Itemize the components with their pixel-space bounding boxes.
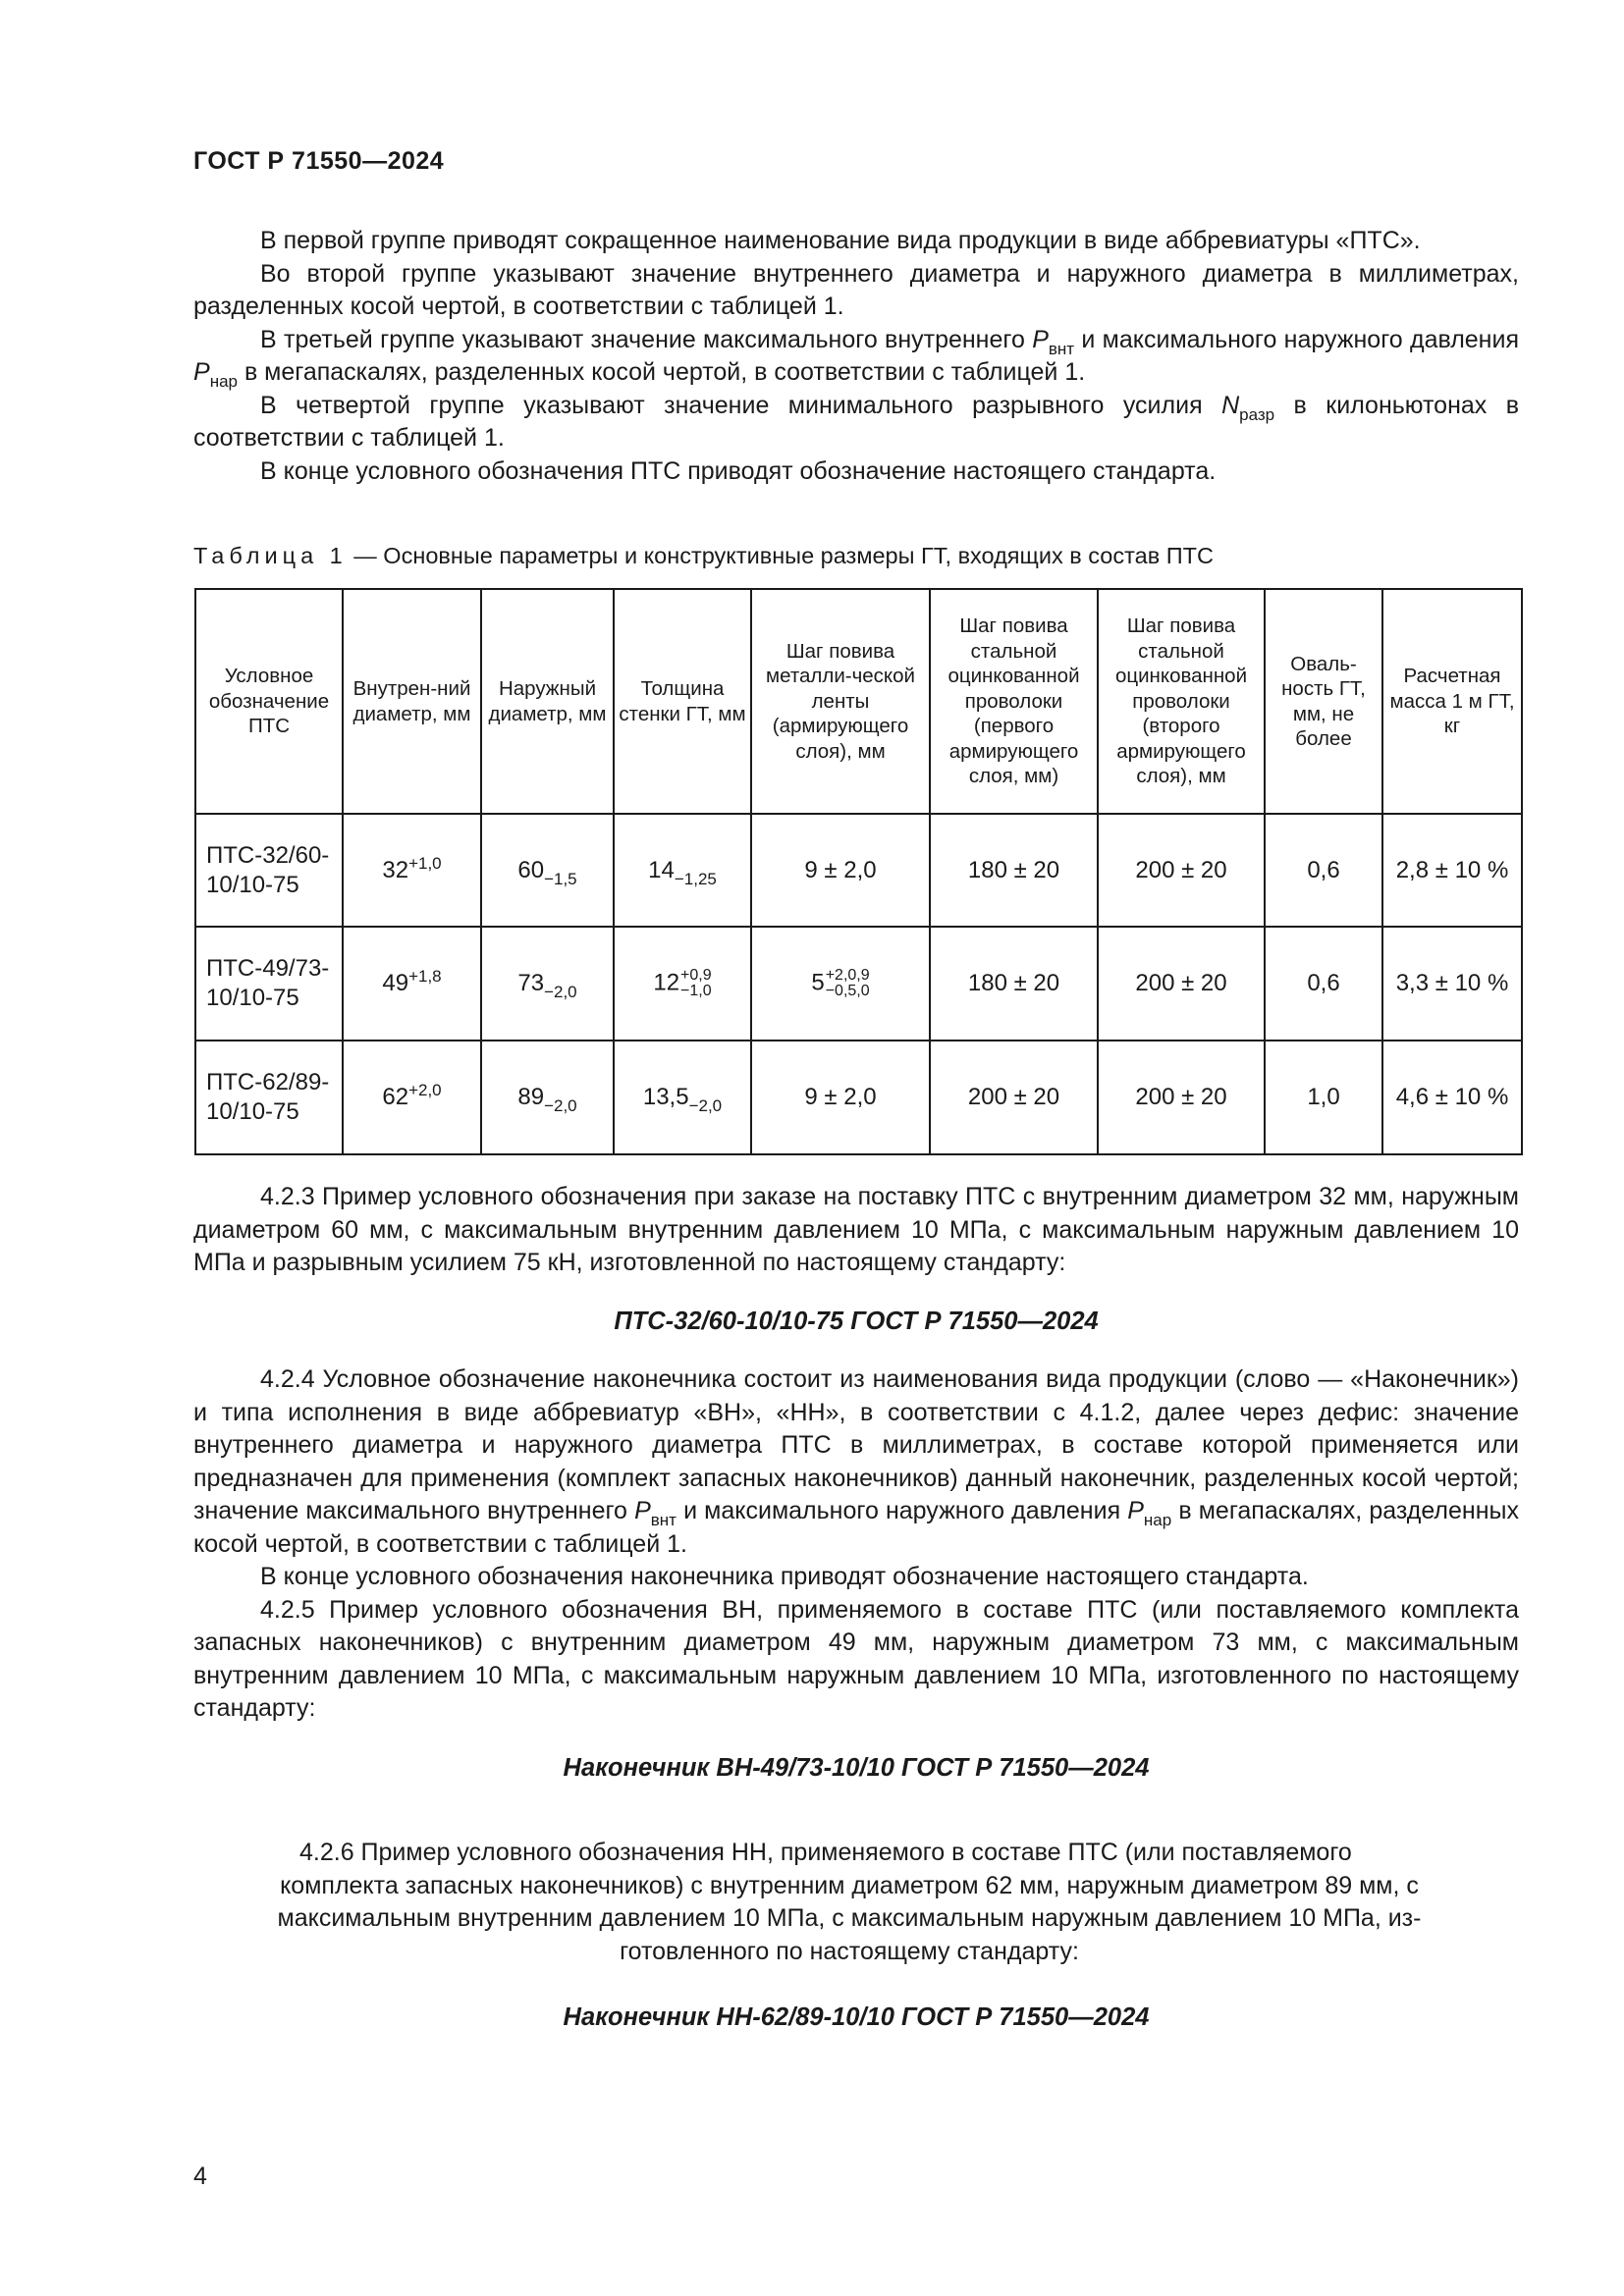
cell-wall-thickness: $14_{-1,25}$ — [614, 814, 751, 927]
header-cell: Наружный диаметр, мм — [481, 589, 614, 814]
cell-wall-thickness: $13,5_{-2,0}$ — [614, 1041, 751, 1154]
cell-wire1-pitch: 200 ± 20 — [930, 1041, 1098, 1154]
header-cell: Внутрен-ний диаметр, мм — [343, 589, 481, 814]
example-designation-nn: Наконечник НН-62/89-10/10 ГОСТ Р 71550—2024 — [563, 2003, 1150, 2031]
section-4-2-4-text: 4.2.4 Условное обозначение наконечника состоит из наименования вида продукции (слово — «Наконечник») и типа исполнения в виде аббревиатур «ВН», «НН», в соответствии с 4.1.2, далее через дефис: значение внутреннего диаметра и наружного диаметра ПТС в миллиметрах, в составе которой применяется или предназначен для применения (комплект запасных наконечников) данный наконечник, разделенных косой чертой; значение максимального внутреннего $P_{внт}$ и максимального наружного давления $P_{нар}$ в мегапаскалях, разделенных косой чертой, в соответствии с таблицей 1. — [193, 1365, 1519, 1558]
header-cell: Расчетная масса 1 м ГТ, кг — [1382, 589, 1522, 814]
cell-outer-diameter: $73_{-2,0}$ — [481, 927, 614, 1041]
page-number: 4 — [193, 2163, 207, 2190]
example-designation-pts: ПТС-32/60-10/10-75 ГОСТ Р 71550—2024 — [614, 1308, 1099, 1335]
section-4-2-6 — [211, 1837, 1488, 1968]
intro-section — [193, 225, 1519, 488]
cell-wire2-pitch: 200 ± 20 — [1098, 814, 1265, 927]
section-4-2-6-line-1: 4.2.6 Пример условного обозначения НН, применяемого в составе ПТС (или поставляемого — [299, 1839, 1352, 1866]
intro-paragraph-2: Во второй группе указывают значение внутреннего диаметра и наружного диаметра в миллиметрах, разделенных косой чертой, в соответствии с таблицей 1. — [193, 259, 1519, 320]
cell-wire1-pitch: 180 ± 20 — [930, 814, 1098, 927]
table-header-row — [195, 589, 1522, 814]
intro-paragraph-5: В конце условного обозначения ПТС приводят обозначение настоящего стандарта. — [260, 456, 1217, 485]
document-header: ГОСТ Р 71550—2024 — [193, 147, 445, 175]
section-4-2-3 — [193, 1181, 1519, 1280]
section-4-2-6-line-4: готовленного по настоящему стандарту: — [620, 1937, 1079, 1965]
cell-mass: 3,3 ± 10 % — [1382, 927, 1522, 1041]
cell-ovality: 0,6 — [1265, 927, 1382, 1041]
cell-wall-thickness: 12 +0,9 −1,0 — [614, 927, 751, 1041]
cell-outer-diameter: $89_{-2,0}$ — [481, 1041, 614, 1154]
header-cell: Шаг повива стальной оцинкованной проволоки (первого армирующего слоя, мм) — [930, 589, 1098, 814]
example-designation-vn: Наконечник ВН-49/73-10/10 ГОСТ Р 71550—2024 — [563, 1754, 1150, 1782]
cell-inner-diameter: $32^{+1,0}$ — [343, 814, 481, 927]
cell-outer-diameter: $60_{-1,5}$ — [481, 814, 614, 927]
section-4-2-4-end: В конце условного обозначения наконечника приводят обозначение настоящего стандарта. — [260, 1563, 1309, 1590]
section-4-2-5-text: 4.2.5 Пример условного обозначения ВН, применяемого в составе ПТС (или поставляемого комплекта запасных наконечников) с внутренним диаметром 49 мм, наружным диаметром 73 мм, с максимальным внутренним давлением 10 МПа, с максимальным наружным давлением 10 МПа, изготовленного по настоящему стандарту: — [193, 1595, 1519, 1722]
table-caption: Таблица 1 — Основные параметры и конструктивные размеры ГТ, входящих в состав ПТС — [193, 543, 1214, 568]
cell-ovality: 0,6 — [1265, 814, 1382, 927]
header-cell: Условное обозначение ПТС — [195, 589, 343, 814]
section-4-2-4 — [193, 1363, 1519, 1726]
section-4-2-3-text: 4.2.3 Пример условного обозначения при заказе на поставку ПТС с внутренним диаметром 32 мм, наружным диаметром 60 мм, с максимальным внутренним давлением 10 МПа, с максимальным наружным давлением 10 МПа и разрывным усилием 75 кН, изготовленной по настоящему стандарту: — [193, 1183, 1519, 1276]
cell-tape-pitch: 5 +2,0,9 −0,5,0 — [751, 927, 930, 1041]
intro-paragraph-4: В четвертой группе указывают значение минимального разрывного усилия $N_{разр}$ в килоньютонах в соответствии с таблицей 1. — [193, 391, 1520, 452]
section-4-2-6-line-2: комплекта запасных наконечников) с внутренним диаметром 62 мм, наружным диаметром 89 мм, с — [280, 1871, 1419, 1899]
header-cell: Шаг повива стальной оцинкованной проволоки (второго армирующего слоя), мм — [1098, 589, 1265, 814]
cell-tape-pitch: 9 ± 2,0 — [751, 814, 930, 927]
parameters-table — [194, 588, 1523, 1155]
table-row — [195, 1041, 1522, 1154]
cell-code: ПТС-49/73-10/10-75 — [195, 927, 343, 1041]
header-cell: Шаг повива металли-ческой ленты (армирующего слоя), мм — [751, 589, 930, 814]
cell-mass: 2,8 ± 10 % — [1382, 814, 1522, 927]
header-cell: Толщина стенки ГТ, мм — [614, 589, 751, 814]
cell-inner-diameter: $49^{+1,8}$ — [343, 927, 481, 1041]
cell-wire2-pitch: 200 ± 20 — [1098, 1041, 1265, 1154]
header-cell: Оваль-ность ГТ, мм, не более — [1265, 589, 1382, 814]
cell-tape-pitch: 9 ± 2,0 — [751, 1041, 930, 1154]
cell-wire2-pitch: 200 ± 20 — [1098, 927, 1265, 1041]
table-row — [195, 814, 1522, 927]
cell-wire1-pitch: 180 ± 20 — [930, 927, 1098, 1041]
intro-paragraph-3: В третьей группе указывают значение максимального внутреннего $P_{внт}$ и максимального наружного давления $P_{нар}$ в мегапаскалях, разделенных косой чертой, в соответствии с таблицей 1. — [193, 325, 1519, 391]
cell-ovality: 1,0 — [1265, 1041, 1382, 1154]
cell-code: ПТС-62/89-10/10-75 — [195, 1041, 343, 1154]
section-4-2-6-line-3: максимальным внутренним давлением 10 МПа, с максимальным наружным давлением 10 МПа, из- — [277, 1904, 1422, 1932]
cell-mass: 4,6 ± 10 % — [1382, 1041, 1522, 1154]
cell-code: ПТС-32/60-10/10-75 — [195, 814, 343, 927]
intro-paragraph-1: В первой группе приводят сокращенное наименование вида продукции в виде аббревиатуры «ПТС». — [260, 227, 1421, 254]
cell-inner-diameter: $62^{+2,0}$ — [343, 1041, 481, 1154]
table-row — [195, 927, 1522, 1041]
